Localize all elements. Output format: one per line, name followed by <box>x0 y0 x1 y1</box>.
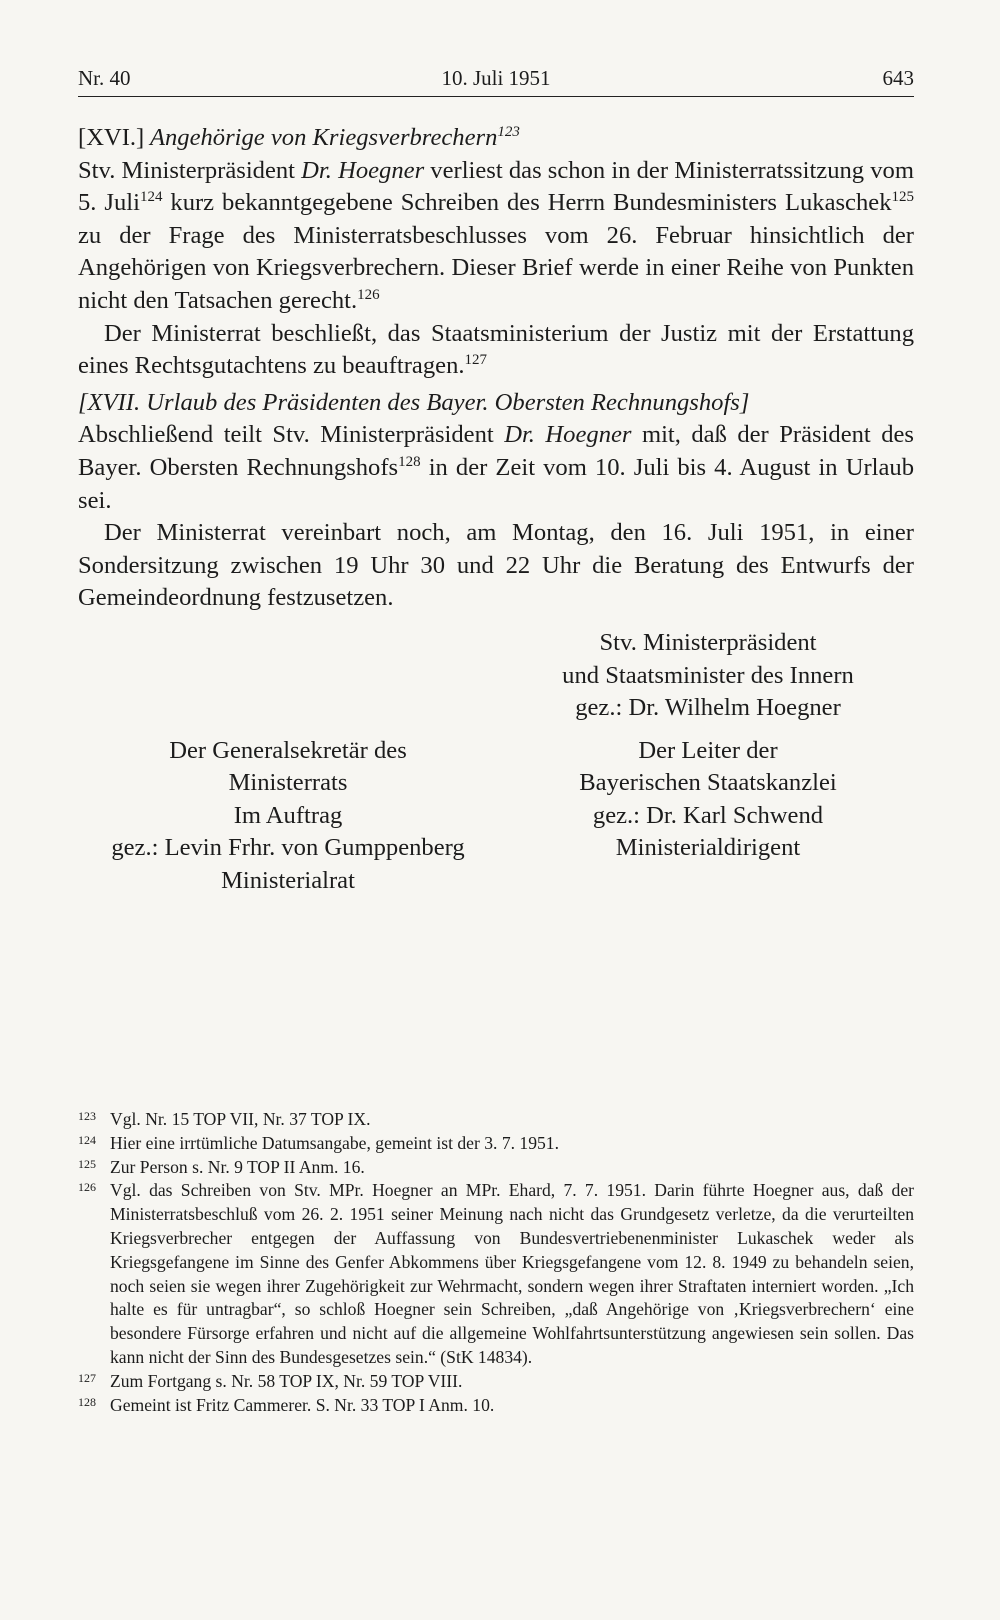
footnote-ref[interactable]: 126 <box>357 286 380 303</box>
signature-line: Der Generalsekretär des <box>169 736 407 764</box>
signature-line: gez.: Levin Frhr. von Gumppenberg <box>111 834 465 862</box>
page-number: 643 <box>882 66 914 90</box>
paragraph: Der Ministerrat vereinbart noch, am Montag, den 16. Juli 1951, in einer Sondersitzung zwischen 19 Uhr 30 und 22 Uhr die Beratung des Entwurfs der Gemeindeordnung festzusetzen. <box>78 519 914 612</box>
signature-line: Ministerialdirigent <box>615 834 801 862</box>
signature-block-minister <box>518 627 898 725</box>
footnote-ref[interactable]: 124 <box>139 189 163 206</box>
signature-line: gez.: Dr. Karl Schwend <box>592 801 824 829</box>
signature-line: Bayerischen Staatskanzlei <box>579 769 837 797</box>
footnote: $^{124}$ Hier eine irrtümliche Datumsangabe, gemeint ist der 3. 7. 1951. <box>78 1132 560 1153</box>
signature-line: Stv. Ministerpräsident <box>599 628 817 656</box>
footnote-ref[interactable]: 127 <box>464 352 488 369</box>
document-number: Nr. 40 <box>78 66 131 90</box>
section-heading-xvi: [XVI.] Angehörige von Kriegsverbrechern$^{123}$ <box>78 124 520 151</box>
header-date: 10. Juli 1951 <box>441 66 551 90</box>
signature-row <box>78 735 914 895</box>
footnote-ref[interactable]: 125 <box>891 189 914 206</box>
footnote-ref[interactable]: 128 <box>398 453 421 470</box>
footnote: $^{123}$ Vgl. Nr. 15 TOP VII, Nr. 37 TOP IX. <box>78 1109 371 1129</box>
signature-line: Ministerrats <box>228 769 348 797</box>
paragraph: Stv. Ministerpräsident Dr. Hoegner verliest das schon in der Ministerratssitzung vom 5. Juli$^{124}$ kurz bekanntgegebene Schreiben des Herrn Bundesministers Lukaschek$^{125}$ zu der Frage des Ministerratsbeschlusses vom 26. Februar hinsichtlich der Angehörigen von Kriegsverbrechern. Dieser Brief werde in einer Reihe von Punkten nicht den Tatsachen gerecht.$^{126}$ <box>78 156 914 314</box>
running-header <box>78 62 914 97</box>
footnote: $^{127}$ Zum Fortgang s. Nr. 58 TOP IX, Nr. 59 TOP VIII. <box>78 1370 463 1391</box>
signature-line: Der Leiter der <box>638 736 778 764</box>
paragraph: Der Ministerrat beschließt, das Staatsministerium der Justiz mit der Erstattung eines Rechtsgutachtens zu beauftragen.$^{127}$ <box>78 319 914 380</box>
signature-line: gez.: Dr. Wilhelm Hoegner <box>575 694 841 722</box>
section-heading-xvii: [XVII. Urlaub des Präsidenten des Bayer. Obersten Rechnungshofs] <box>78 388 750 416</box>
signature-line: Im Auftrag <box>233 801 343 829</box>
footnote: $^{125}$ Zur Person s. Nr. 9 TOP II Anm. 16. <box>78 1156 365 1177</box>
footnote: $^{126}$ Vgl. das Schreiben von Stv. MPr. Hoegner an MPr. Ehard, 7. 7. 1951. Darin führte Hoegner aus, daß der Ministerratsbeschluß vom 26. 2. 1951 seiner Meinung nach nicht das Grundgesetz verletze, da die verurteilten Kriegsverbrecher entgegen der Auffassung von Bundesvertriebenenminister Lukaschek weder als Kriegsgefangene im Sinne des Genfer Abkommens über Kriegsgefangene vom 12. 8. 1949 zu behandeln seien, noch seien sie wegen ihrer Zugehörigkeit zur Wehrmacht, sondern wegen ihrer Straftaten interniert worden. „Ich halte es für untragbar“, so schloß Hoegner sein Schreiben, „daß Angehörige von ‚Kriegsverbrechern‘ eine besondere Fürsorge erfahren und nicht auf die allgemeine Wohlfahrtsunterstützung angewiesen sein sollen. Das kann nicht der Sinn des Bundesgesetzes sein.“ (StK 14834). <box>78 1180 914 1367</box>
signature-line: Ministerialrat <box>221 867 355 895</box>
paragraph: Abschließend teilt Stv. Ministerpräsident Dr. Hoegner mit, daß der Präsident des Bayer. Obersten Rechnungshofs$^{128}$ in der Zeit vom 10. Juli bis 4. August in Urlaub sei. <box>78 421 914 514</box>
main-text <box>78 122 914 895</box>
signature-block-chancellery <box>518 735 898 865</box>
signature-line: und Staatsminister des Innern <box>562 661 854 689</box>
footnotes <box>78 1108 914 1417</box>
footnote: $^{128}$ Gemeint ist Fritz Cammerer. S. Nr. 33 TOP I Anm. 10. <box>78 1394 495 1415</box>
footnote-ref[interactable]: 123 <box>497 124 520 140</box>
signature-block-secretary <box>78 735 498 898</box>
